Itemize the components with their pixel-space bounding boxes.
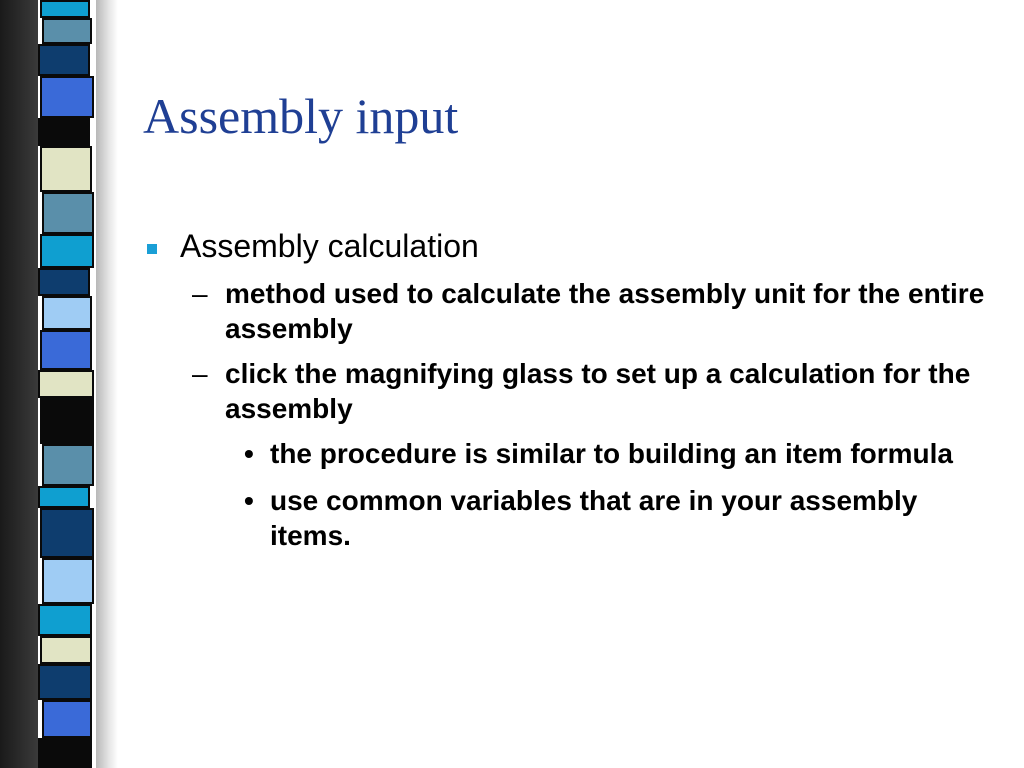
decorative-stripe-band [0, 0, 120, 768]
bullet-item-level3 [244, 436, 1003, 471]
square-bullet-icon [147, 244, 157, 254]
decorative-stripe [42, 558, 94, 604]
slide-title: Assembly input [143, 88, 459, 144]
decorative-stripe [40, 234, 94, 268]
decorative-stripe [40, 330, 92, 370]
decorative-stripe [38, 118, 90, 146]
decorative-stripe [38, 44, 90, 76]
slide-body [143, 226, 1003, 553]
stripe-band-shadow [96, 0, 118, 768]
bullet-text: the procedure is similar to building an item formula [270, 438, 953, 469]
decorative-stripe [38, 486, 90, 508]
bullet-text: click the magnifying glass to set up a calculation for the assembly [225, 358, 971, 424]
dot-marker: • [244, 485, 254, 516]
stripe-band-backdrop [0, 0, 38, 768]
decorative-stripe [38, 738, 92, 768]
decorative-stripe [40, 398, 94, 444]
bullet-text: method used to calculate the assembly unit for the entire assembly [225, 278, 985, 344]
decorative-stripe [38, 664, 92, 700]
bullet-item-level2 [180, 276, 1003, 346]
decorative-stripe [38, 268, 90, 296]
decorative-stripe [40, 146, 92, 192]
decorative-stripe [38, 370, 94, 398]
decorative-stripe [40, 636, 92, 664]
decorative-stripe [38, 604, 92, 636]
bullet-text: use common variables that are in your assembly items. [270, 485, 918, 551]
decorative-stripe [40, 76, 94, 118]
decorative-stripe [42, 18, 92, 44]
decorative-stripe [40, 0, 90, 18]
decorative-stripe [42, 700, 92, 738]
dash-marker: – [192, 358, 208, 389]
decorative-stripe [40, 508, 94, 558]
dash-marker: – [192, 278, 208, 309]
decorative-stripe [42, 296, 92, 330]
decorative-stripe [42, 444, 94, 486]
bullet-text: Assembly calculation [180, 228, 479, 264]
bullet-item-level1 [143, 226, 1003, 266]
dot-marker: • [244, 438, 254, 469]
decorative-stripe [42, 192, 94, 234]
bullet-item-level2 [180, 356, 1003, 426]
bullet-item-level3 [244, 483, 1003, 553]
